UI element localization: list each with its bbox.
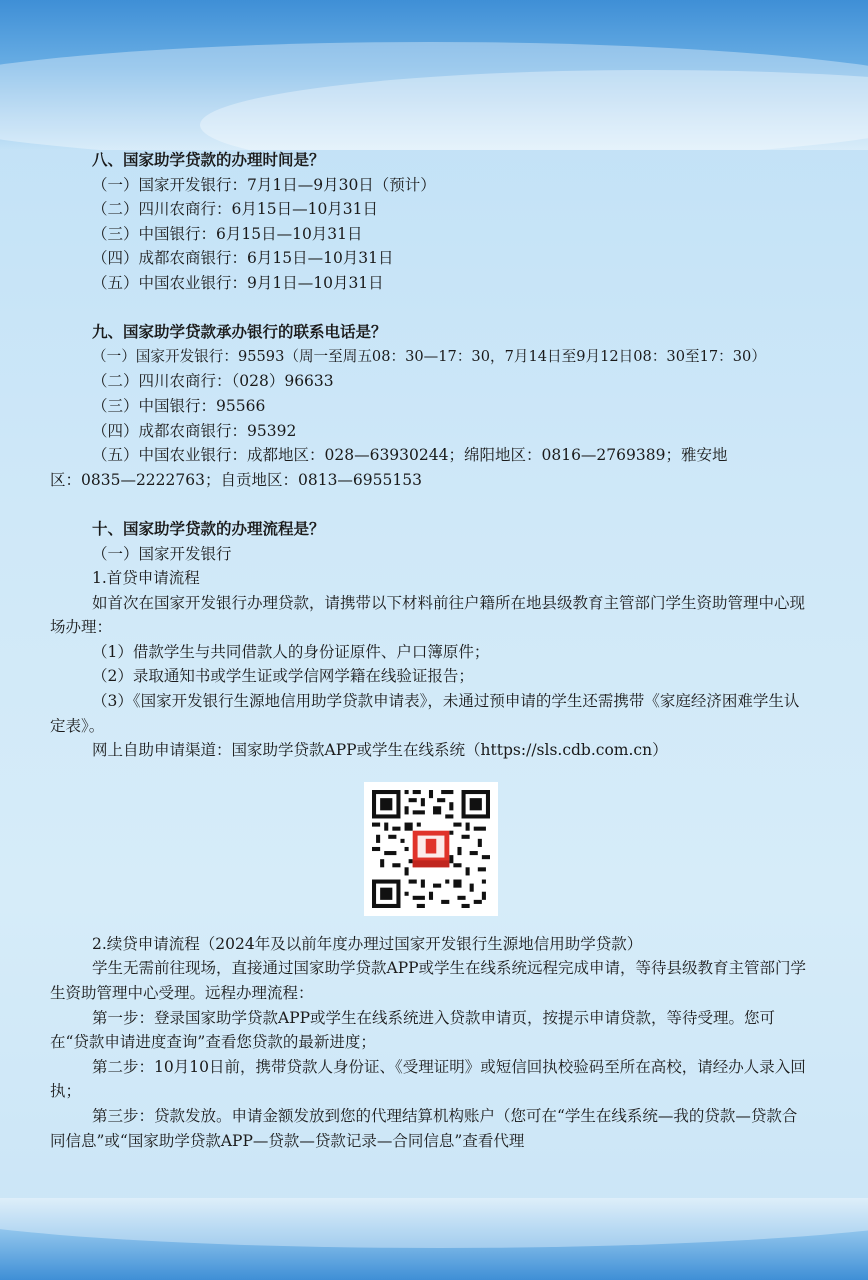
material-item: （1）借款学生与共同借款人的身份证原件、户口簿原件； (92, 642, 490, 661)
step-1-paragraph: 如首次在国家开发银行办理贷款，请携带以下材料前往户籍所在地县级教育主管部门学生资助管理中心现场办理： (50, 593, 806, 637)
step-2-step-three: 第三步：贷款发放。申请金额发放到您的代理结算机构账户（您可在“学生在线系统—我的贷款—贷款合同信息”或“国家助学贷款APP—贷款—贷款记录—合同信息”查看代理 (50, 1107, 798, 1150)
section-9-item: （一）国家开发银行：95593（周一至周五08：30—17：30，7月14日至9月12日08：30至17：30） (92, 347, 766, 365)
section-9-item: （五）中国农业银行：成都地区：028—63930244；绵阳地区：0816—2769389；雅安地 (92, 446, 728, 465)
section-8-title: 八、国家助学贷款的办理时间是？ (92, 150, 325, 169)
section-9-item-continued: 区：0835—2222763；自贡地区：0813—6955153 (50, 470, 422, 489)
step-2-step-two: 第二步：10月10日前，携带贷款人身份证、《受理证明》或短信回执校验码至所在高校，请经办人录入回执； (50, 1057, 806, 1101)
online-channel: 网上自助申请渠道：国家助学贷款APP或学生在线系统（https://sls.cdb.com.cn） (92, 741, 668, 760)
qr-code-icon (372, 790, 490, 908)
material-item: （2）录取通知书或学生证或学信网学籍在线验证报告； (92, 667, 474, 686)
qr-code[interactable] (364, 782, 498, 916)
section-9-item: （二）四川农商行：（028）96633 (92, 372, 334, 391)
step-2-title: 2.续贷申请流程（2024年及以前年度办理过国家开发银行生源地信用助学贷款） (92, 934, 643, 953)
section-8-item: （二）四川农商行：6月15日—10月31日 (92, 200, 379, 219)
section-8-item: （三）中国银行：6月15日—10月31日 (92, 224, 363, 243)
section-9-title: 九、国家助学贷款承办银行的联系电话是？ (92, 322, 387, 342)
section-8-item: （四）成都农商银行：6月15日—10月31日 (92, 249, 394, 268)
section-10-title: 十、国家助学贷款的办理流程是？ (92, 518, 325, 538)
document-body (50, 148, 812, 1153)
header-decoration (0, 0, 868, 150)
material-item: （3）《国家开发银行生源地信用助学贷款申请表》，未通过预申请的学生还需携带《家庭经济困难学生认定表》。 (50, 692, 800, 735)
step-2-paragraph: 学生无需前往现场，直接通过国家助学贷款APP或学生在线系统远程完成申请，等待县级教育主管部门学生资助管理中心受理。远程办理流程： (50, 959, 807, 1003)
footer-decoration (0, 1198, 868, 1280)
section-9-item: （四）成都农商银行：95392 (92, 421, 297, 440)
step-1-title: 1.首贷申请流程 (92, 569, 200, 588)
section-9-item: （三）中国银行：95566 (92, 396, 266, 415)
section-10-subtitle: （一）国家开发银行 (92, 544, 232, 563)
wave-decoration (0, 1198, 868, 1248)
section-8-item: （一）国家开发银行：7月1日—9月30日（预计） (92, 175, 436, 194)
step-2-step-one: 第一步：登录国家助学贷款APP或学生在线系统进入贷款申请页，按提示申请贷款，等待受理。您可在“贷款申请进度查询”查看您贷款的最新进度； (50, 1008, 776, 1052)
section-8-item: （五）中国农业银行：9月1日—10月31日 (92, 273, 384, 292)
